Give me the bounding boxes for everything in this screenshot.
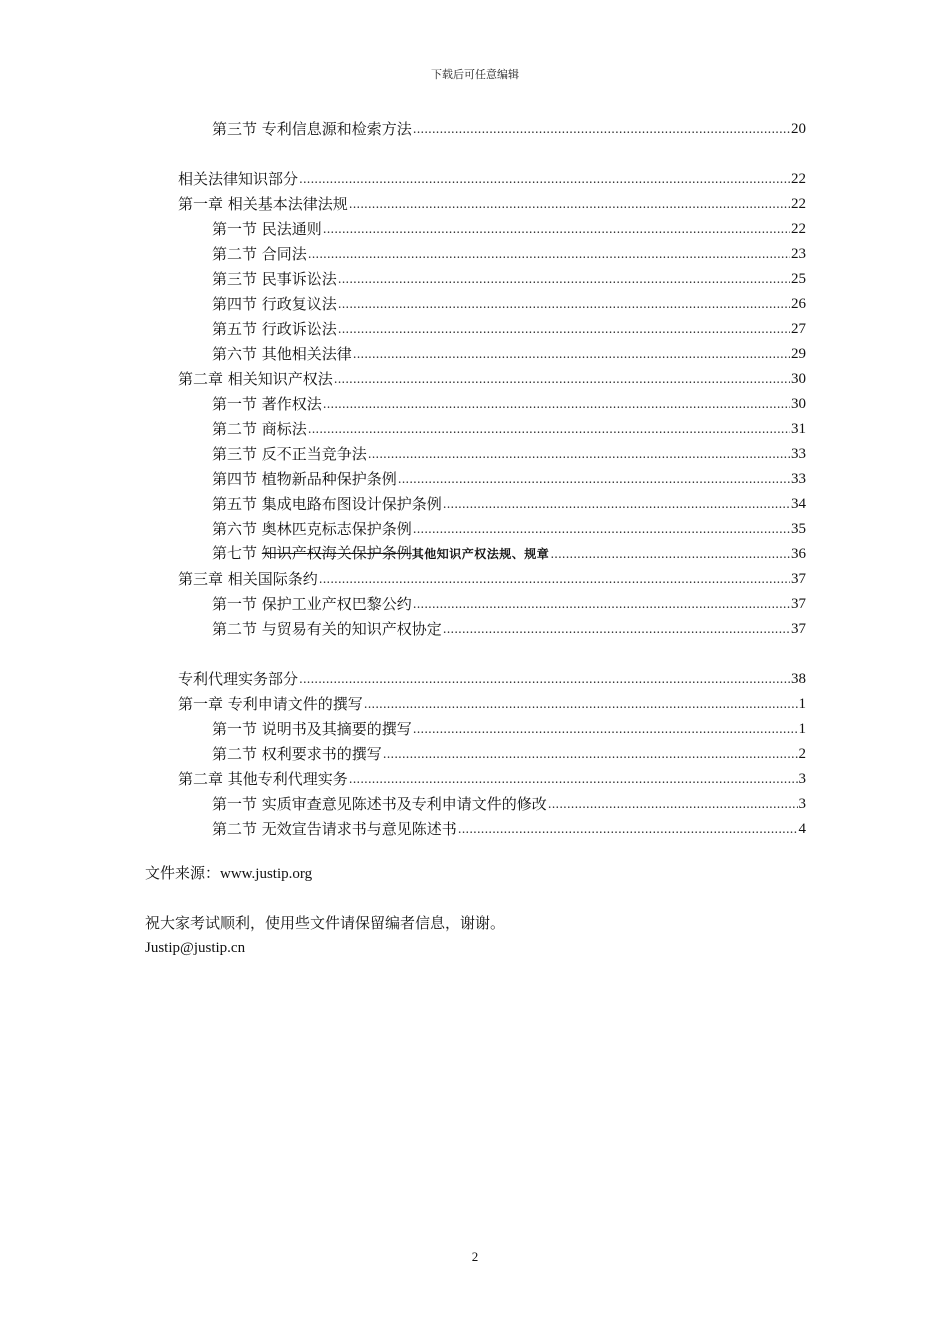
toc-entry-label: 第二节 无效宣告请求书与意见陈述书: [212, 820, 457, 838]
page-number: 2: [471, 1249, 479, 1264]
toc-entry-label: 第六节 其他相关法律: [212, 345, 352, 363]
toc-entry[interactable]: [178, 666, 806, 688]
dot-leader: [323, 395, 790, 413]
toc-entry[interactable]: [212, 441, 806, 463]
toc-entry-label: 第三章 相关国际条约: [178, 570, 318, 588]
dot-leader: [349, 770, 798, 788]
toc-entry-page: 23: [791, 246, 806, 262]
source-label: 文件来源：: [145, 864, 221, 882]
toc-entry[interactable]: [212, 116, 806, 138]
toc-entry-label: 第二节 合同法: [212, 245, 307, 263]
toc-entry-page: 29: [791, 346, 806, 362]
dot-leader: [548, 795, 798, 813]
toc-entry-label: 第一节 说明书及其摘要的撰写: [212, 720, 412, 738]
toc-entry-page: 3: [798, 771, 806, 787]
toc-entry-label: 第二节 商标法: [212, 420, 307, 438]
dot-leader: [443, 620, 790, 638]
dot-leader: [364, 695, 798, 713]
toc-entry-label: 专利代理实务部分: [178, 670, 299, 688]
toc-entry[interactable]: [212, 541, 806, 563]
deleted-text: 知识产权海关保护条例: [261, 544, 412, 562]
toc-entry-page: 30: [791, 396, 806, 412]
toc-entry-page: 33: [791, 471, 806, 487]
page-header: 下载后可任意编辑: [431, 68, 519, 81]
dot-leader: [550, 545, 790, 563]
source-line: [145, 864, 312, 883]
toc-entry-label: 第六节 奥林匹克标志保护条例: [212, 520, 412, 538]
toc-entry-page: 37: [791, 596, 806, 612]
toc-entry[interactable]: [212, 291, 806, 313]
toc-entry-page: 4: [798, 821, 806, 837]
dot-leader: [413, 720, 798, 738]
toc-entry-page: 26: [791, 296, 806, 312]
inserted-text: 其他知识产权法规、规章: [411, 547, 550, 561]
dot-leader: [299, 170, 790, 188]
dot-leader: [398, 470, 790, 488]
dot-leader: [308, 420, 790, 438]
toc-entry-page: 37: [791, 621, 806, 637]
toc-entry-label: 第四节 植物新品种保护条例: [212, 470, 397, 488]
toc-entry[interactable]: [212, 416, 806, 438]
toc-entry[interactable]: [178, 166, 806, 188]
toc-entry-page: 20: [791, 121, 806, 137]
dot-leader: [334, 370, 790, 388]
dot-leader: [368, 445, 790, 463]
toc-entry-prefix: 第七节: [212, 544, 262, 562]
toc-entry-page: 22: [791, 171, 806, 187]
dot-leader: [353, 345, 790, 363]
toc-entry[interactable]: [212, 266, 806, 288]
toc-entry-label: 第四节 行政复议法: [212, 295, 337, 313]
dot-leader: [319, 570, 790, 588]
toc-entry-page: 33: [791, 446, 806, 462]
email-link[interactable]: Justip@justip.cn: [145, 940, 246, 956]
toc-entry[interactable]: [212, 516, 806, 538]
toc-entry-page: 22: [791, 196, 806, 212]
toc-entry[interactable]: [212, 341, 806, 363]
toc-entry[interactable]: [212, 716, 806, 738]
toc-entry-label: 第一节 民法通则: [212, 220, 322, 238]
toc-entry-page: 3: [798, 796, 806, 812]
toc-entry-label: 第三节 专利信息源和检索方法: [212, 120, 412, 138]
toc-entry-label: 第一节 保护工业产权巴黎公约: [212, 595, 412, 613]
toc-entry-label: 第二节 权利要求书的撰写: [212, 745, 382, 763]
toc-entry-label: 第五节 集成电路布图设计保护条例: [212, 495, 442, 513]
toc-entry-label: 第一节 实质审查意见陈述书及专利申请文件的修改: [212, 795, 547, 813]
toc-entry-label: 相关法律知识部分: [178, 170, 299, 188]
toc-entry-label: 第三节 民事诉讼法: [212, 270, 337, 288]
toc-entry-label: 第五节 行政诉讼法: [212, 320, 337, 338]
dot-leader: [413, 595, 790, 613]
dot-leader: [458, 820, 798, 838]
toc-entry-page: 2: [798, 746, 806, 762]
toc-entry[interactable]: [212, 466, 806, 488]
toc-entry[interactable]: [178, 566, 806, 588]
toc-entry[interactable]: [212, 816, 806, 838]
dot-leader: [349, 195, 790, 213]
dot-leader: [443, 495, 790, 513]
dot-leader: [308, 245, 790, 263]
toc-entry-page: 36: [791, 546, 806, 562]
dot-leader: [299, 670, 790, 688]
toc-entry-page: 22: [791, 221, 806, 237]
toc-entry[interactable]: [212, 491, 806, 513]
dot-leader: [383, 745, 798, 763]
toc-entry-page: 34: [791, 496, 806, 512]
toc-entry[interactable]: [212, 791, 806, 813]
toc-entry[interactable]: [212, 316, 806, 338]
toc-entry[interactable]: [178, 691, 806, 713]
toc-entry-page: 37: [791, 571, 806, 587]
toc-entry-label: 第二章 其他专利代理实务: [178, 770, 348, 788]
toc-entry-page: 1: [798, 696, 806, 712]
toc-entry[interactable]: [178, 191, 806, 213]
toc-entry-label: [212, 544, 549, 563]
toc-entry-label: 第一章 相关基本法律法规: [178, 195, 348, 213]
source-link[interactable]: www.justip.org: [220, 866, 313, 882]
toc-entry-page: 35: [791, 521, 806, 537]
toc-entry[interactable]: [212, 216, 806, 238]
dot-leader: [323, 220, 790, 238]
toc-entry[interactable]: [212, 391, 806, 413]
toc-entry-page: 1: [798, 721, 806, 737]
toc-entry-page: 38: [791, 671, 806, 687]
toc-entry-page: 30: [791, 371, 806, 387]
dot-leader: [338, 320, 790, 338]
dot-leader: [413, 120, 790, 138]
toc-entry-label: 第二章 相关知识产权法: [178, 370, 333, 388]
wish-text: 祝大家考试顺利，使用些文件请保留编者信息，谢谢。: [145, 914, 506, 932]
toc-entry-label: 第三节 反不正当竞争法: [212, 445, 367, 463]
toc-entry-page: 25: [791, 271, 806, 287]
toc-entry-page: 27: [791, 321, 806, 337]
toc-entry[interactable]: [178, 766, 806, 788]
toc-entry[interactable]: [212, 616, 806, 638]
toc-entry[interactable]: [178, 366, 806, 388]
toc-entry-label: 第二节 与贸易有关的知识产权协定: [212, 620, 442, 638]
toc-entry-page: 31: [791, 421, 806, 437]
toc-entry-label: 第一章 专利申请文件的撰写: [178, 695, 363, 713]
toc-entry[interactable]: [212, 741, 806, 763]
dot-leader: [338, 295, 790, 313]
toc-entry[interactable]: [212, 241, 806, 263]
dot-leader: [338, 270, 790, 288]
toc-entry-label: 第一节 著作权法: [212, 395, 322, 413]
dot-leader: [413, 520, 790, 538]
toc-entry[interactable]: [212, 591, 806, 613]
